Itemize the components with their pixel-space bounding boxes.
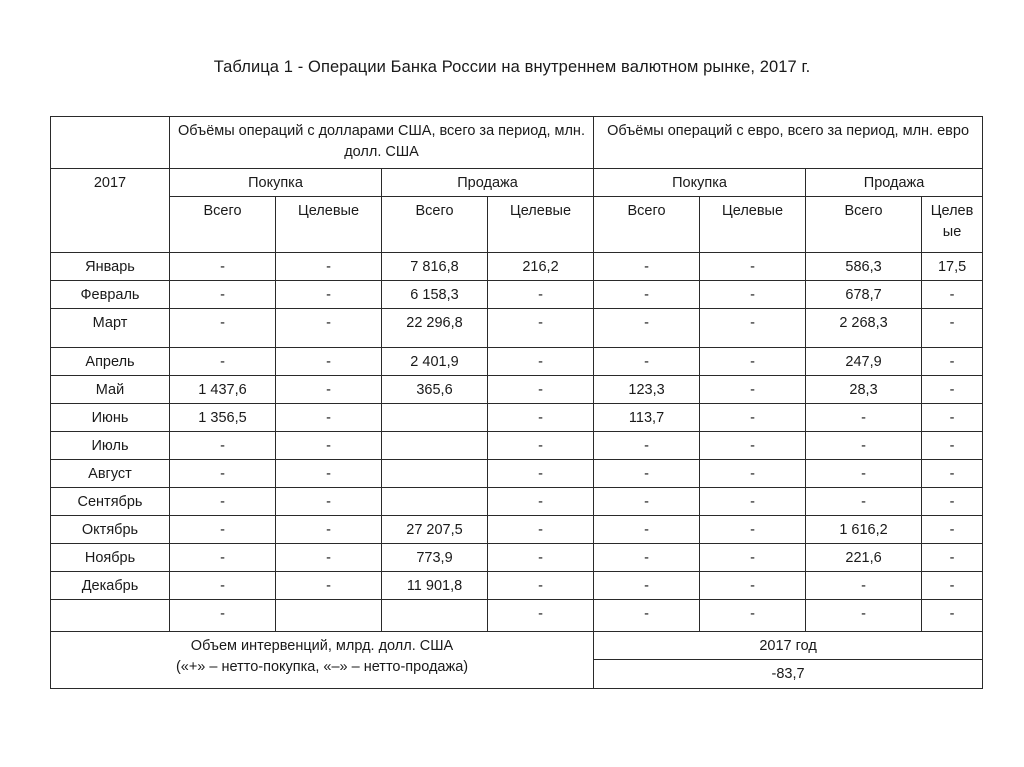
eur-sell-target-cell: 17,5 [922,253,983,281]
eur-buy-target-cell: - [700,600,806,632]
month-cell: Май [51,376,170,404]
usd-sell-total-cell: 22 296,8 [382,309,488,348]
eur-buy-target-cell: - [700,572,806,600]
interventions-value: -83,7 [594,660,983,689]
month-cell: Март [51,309,170,348]
eur-sell-target-cell: - [922,488,983,516]
eur-buy-target-cell: - [700,376,806,404]
usd-buy-target-cell: - [276,253,382,281]
usd-buy-total-header: Всего [170,197,276,253]
usd-sell-total-cell [382,600,488,632]
eur-buy-target-cell: - [700,488,806,516]
month-cell: Январь [51,253,170,281]
eur-sell-total-cell: 678,7 [806,281,922,309]
eur-buy-total-cell: - [594,572,700,600]
usd-sell-total-cell [382,488,488,516]
usd-sell-total-cell: 7 816,8 [382,253,488,281]
usd-buy-total-cell: - [170,281,276,309]
eur-sell-target-header [922,197,983,253]
eur-buy-total-cell: - [594,253,700,281]
usd-sell-target-cell: - [488,432,594,460]
usd-buy-total-cell: - [170,309,276,348]
usd-sell-total-cell: 11 901,8 [382,572,488,600]
month-cell: Апрель [51,348,170,376]
interventions-year: 2017 год [594,632,983,660]
eur-sell-total-cell: 1 616,2 [806,516,922,544]
month-cell: Ноябрь [51,544,170,572]
usd-sell-target-cell: - [488,488,594,516]
table-row [51,600,983,632]
table-row [51,404,983,432]
usd-buy-target-cell: - [276,281,382,309]
usd-sell-target-cell: - [488,600,594,632]
month-cell: Октябрь [51,516,170,544]
usd-sell-total-cell: 365,6 [382,376,488,404]
eur-group-header: Объёмы операций с евро, всего за период, млн. евро [594,117,983,169]
eur-sell-total-cell: - [806,488,922,516]
header-row-operations [51,169,983,197]
usd-sell-header: Продажа [382,169,594,197]
usd-buy-total-cell: - [170,572,276,600]
eur-sell-total-cell: - [806,432,922,460]
interventions-label-line2: («+» – нетто-покупка, «–» – нетто-продажа) [175,659,469,675]
eur-buy-target-header: Целевые [700,197,806,253]
eur-sell-target-cell: - [922,309,983,348]
usd-buy-target-cell: - [276,460,382,488]
usd-buy-total-cell: 1 356,5 [170,404,276,432]
table-row [51,309,983,348]
eur-buy-target-cell: - [700,432,806,460]
usd-sell-total-cell [382,460,488,488]
eur-sell-target-cell: - [922,404,983,432]
eur-sell-target-cell: - [922,376,983,404]
table-row [51,253,983,281]
eur-buy-total-cell: - [594,309,700,348]
usd-sell-target-cell: - [488,460,594,488]
eur-buy-target-cell: - [700,309,806,348]
eur-sell-total-cell: - [806,404,922,432]
eur-buy-target-cell: - [700,253,806,281]
eur-sell-target-cell: - [922,460,983,488]
eur-sell-total-header: Всего [806,197,922,253]
table-row [51,281,983,309]
usd-buy-total-cell: 1 437,6 [170,376,276,404]
usd-buy-target-cell: - [276,348,382,376]
usd-buy-target-cell: - [276,544,382,572]
eur-buy-target-cell: - [700,460,806,488]
eur-buy-target-cell: - [700,281,806,309]
month-cell: Февраль [51,281,170,309]
eur-sell-target-cell: - [922,516,983,544]
usd-sell-target-cell: - [488,544,594,572]
usd-sell-target-cell: - [488,281,594,309]
eur-sell-total-cell: - [806,572,922,600]
header-row-groups [51,117,983,169]
table-title: Таблица 1 - Операции Банка России на внутреннем валютном рынке, 2017 г. [213,58,811,76]
usd-buy-total-cell: - [170,544,276,572]
eur-buy-total-header: Всего [594,197,700,253]
usd-sell-target-cell: - [488,572,594,600]
usd-sell-total-cell: 27 207,5 [382,516,488,544]
usd-sell-target-cell: - [488,309,594,348]
table-row [51,376,983,404]
usd-buy-total-cell: - [170,253,276,281]
usd-sell-target-cell: 216,2 [488,253,594,281]
eur-sell-target-cell: - [922,281,983,309]
month-cell: Декабрь [51,572,170,600]
eur-sell-target-header-part1: Целев [930,203,974,219]
month-cell: Сентябрь [51,488,170,516]
eur-sell-total-cell: 2 268,3 [806,309,922,348]
eur-buy-total-cell: - [594,544,700,572]
eur-buy-total-cell: 123,3 [594,376,700,404]
usd-buy-target-cell [276,600,382,632]
usd-buy-target-cell: - [276,488,382,516]
usd-buy-target-cell: - [276,432,382,460]
month-cell: Июль [51,432,170,460]
table-row [51,572,983,600]
eur-sell-total-cell: 247,9 [806,348,922,376]
eur-sell-total-cell: - [806,600,922,632]
month-cell: Август [51,460,170,488]
usd-buy-target-cell: - [276,309,382,348]
table-row [51,460,983,488]
eur-buy-total-cell: - [594,281,700,309]
header-row-subcolumns [51,197,983,253]
usd-buy-total-cell: - [170,600,276,632]
eur-sell-target-cell: - [922,572,983,600]
eur-buy-target-cell: - [700,348,806,376]
year-header: 2017 [51,169,170,253]
table-row [51,544,983,572]
usd-buy-target-header: Целевые [276,197,382,253]
usd-buy-total-cell: - [170,516,276,544]
usd-sell-target-cell: - [488,348,594,376]
usd-buy-total-cell: - [170,432,276,460]
interventions-label [51,632,594,689]
usd-group-header: Объёмы операций с долларами США, всего за период, млн. долл. США [170,117,594,169]
usd-buy-header: Покупка [170,169,382,197]
interventions-label-line1: Объем интервенций, млрд. долл. США [190,638,454,654]
footer-row-1 [51,632,983,660]
usd-buy-target-cell: - [276,572,382,600]
eur-buy-total-cell: - [594,460,700,488]
eur-buy-total-cell: - [594,432,700,460]
month-cell: Июнь [51,404,170,432]
eur-buy-target-cell: - [700,404,806,432]
usd-sell-total-cell: 2 401,9 [382,348,488,376]
eur-buy-header: Покупка [594,169,806,197]
usd-buy-target-cell: - [276,516,382,544]
eur-buy-total-cell: 113,7 [594,404,700,432]
usd-sell-total-cell: 6 158,3 [382,281,488,309]
usd-sell-total-header: Всего [382,197,488,253]
table-row [51,348,983,376]
eur-sell-total-cell: 221,6 [806,544,922,572]
eur-sell-target-cell: - [922,432,983,460]
usd-sell-total-cell [382,432,488,460]
usd-sell-target-cell: - [488,404,594,432]
usd-sell-total-cell [382,404,488,432]
eur-sell-target-cell: - [922,544,983,572]
eur-sell-target-header-part2: ые [942,224,962,240]
eur-buy-total-cell: - [594,488,700,516]
month-cell [51,600,170,632]
eur-buy-total-cell: - [594,600,700,632]
eur-sell-target-cell: - [922,348,983,376]
usd-sell-target-cell: - [488,516,594,544]
usd-buy-target-cell: - [276,404,382,432]
usd-sell-target-cell: - [488,376,594,404]
table-row [51,432,983,460]
usd-buy-target-cell: - [276,376,382,404]
eur-sell-header: Продажа [806,169,983,197]
usd-sell-target-header: Целевые [488,197,594,253]
eur-sell-total-cell: 586,3 [806,253,922,281]
eur-sell-target-cell: - [922,600,983,632]
eur-sell-total-cell: - [806,460,922,488]
eur-sell-total-cell: 28,3 [806,376,922,404]
eur-buy-total-cell: - [594,348,700,376]
corner-cell [51,117,170,169]
table-row [51,516,983,544]
eur-buy-total-cell: - [594,516,700,544]
usd-buy-total-cell: - [170,460,276,488]
currency-operations-table [50,116,983,689]
eur-buy-target-cell: - [700,544,806,572]
eur-buy-target-cell: - [700,516,806,544]
table-row [51,488,983,516]
usd-buy-total-cell: - [170,348,276,376]
usd-sell-total-cell: 773,9 [382,544,488,572]
usd-buy-total-cell: - [170,488,276,516]
